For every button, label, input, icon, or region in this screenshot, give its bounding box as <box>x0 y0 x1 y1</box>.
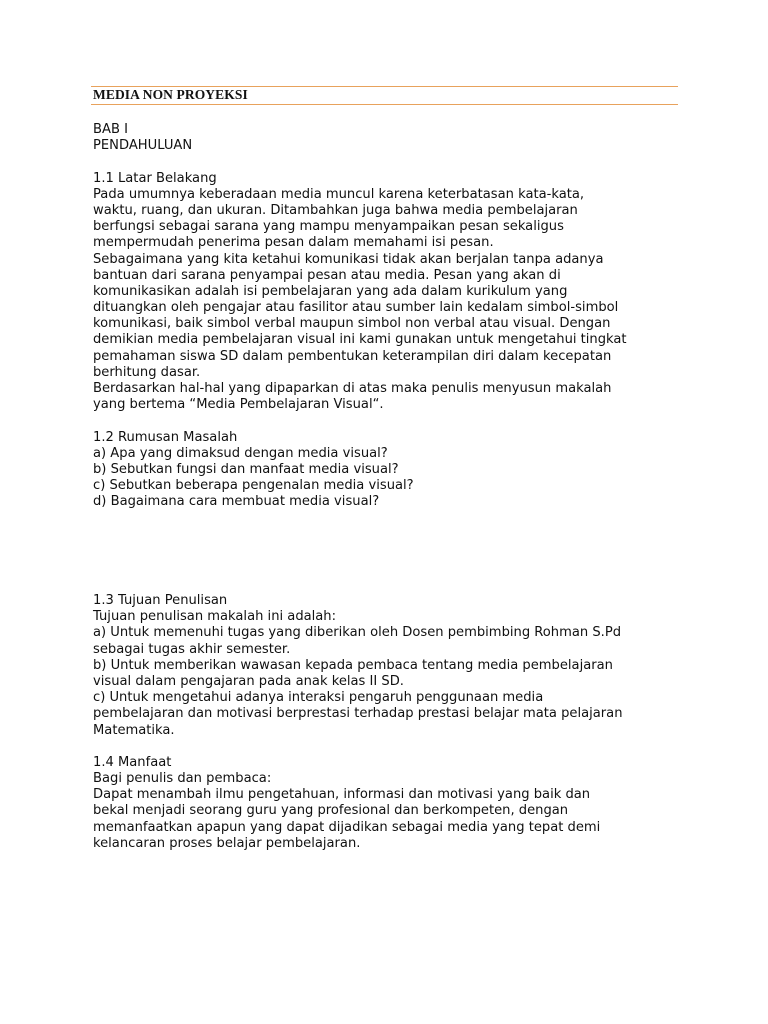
paragraph-line: memanfaatkan apapun yang dapat dijadikan sebagai media yang tepat demi <box>93 819 601 835</box>
paragraph-line: Tujuan penulisan makalah ini adalah: <box>93 609 337 625</box>
text-block-lower <box>93 593 693 852</box>
list-item: a) Untuk memenuhi tugas yang diberikan oleh Dosen pembimbing Rohman S.Pd <box>93 625 622 641</box>
paragraph-line: bantuan dari sarana penyampai pesan atau media. Pesan yang akan di <box>93 267 561 283</box>
section-latar-belakang <box>93 171 693 414</box>
paragraph-line: demikian media pembelajaran visual ini kami gunakan untuk mengetahui tingkat <box>93 332 627 348</box>
spacer <box>93 413 693 429</box>
spacer <box>93 154 693 170</box>
paragraph-line: Dapat menambah ilmu pengetahuan, informasi dan motivasi yang baik dan <box>93 787 591 803</box>
section-tujuan-penulisan <box>93 593 693 739</box>
paragraph-line: berfungsi sebagai sarana yang mampu menyampaikan pesan sekaligus <box>93 219 564 235</box>
paragraph-line: berhitung dasar. <box>93 364 201 380</box>
list-item: d) Bagaimana cara membuat media visual? <box>93 494 380 510</box>
paragraph-line: komunikasi, baik simbol verbal maupun simbol non verbal atau visual. Dengan <box>93 316 611 332</box>
spacer <box>93 739 693 755</box>
list-item: Matematika. <box>93 722 175 738</box>
text-block-upper <box>93 122 693 511</box>
section-heading: 1.1 Latar Belakang <box>93 170 217 186</box>
paragraph-line: yang bertema “Media Pembelajaran Visual“. <box>93 397 384 413</box>
list-item: sebagai tugas akhir semester. <box>93 641 291 657</box>
list-item: c) Sebutkan beberapa pengenalan media visual? <box>93 478 414 494</box>
paragraph-line: pemahaman siswa SD dalam pembentukan keterampilan diri dalam kecepatan <box>93 348 612 364</box>
section-heading: 1.2 Rumusan Masalah <box>93 429 238 445</box>
list-item: b) Sebutkan fungsi dan manfaat media visual? <box>93 461 399 477</box>
document-title: MEDIA NON PROYEKSI <box>93 87 248 102</box>
list-item: visual dalam pengajaran pada anak kelas II SD. <box>93 673 404 689</box>
paragraph-line: kelancaran proses belajar pembelajaran. <box>93 835 361 851</box>
paragraph-line: waktu, ruang, dan ukuran. Ditambahkan juga bahwa media pembelajaran <box>93 202 578 218</box>
paragraph-line: komunikasikan adalah isi pembelajaran yang ada dalam kurikulum yang <box>93 283 568 299</box>
paragraph-line: mempermudah penerima pesan dalam memahami isi pesan. <box>93 235 494 251</box>
chapter-label: BAB I <box>93 122 128 137</box>
section-heading: 1.4 Manfaat <box>93 754 172 770</box>
chapter-title: PENDAHULUAN <box>93 138 193 154</box>
section-rumusan-masalah <box>93 430 693 511</box>
list-item: c) Untuk mengetahui adanya interaksi pengaruh penggunaan media <box>93 690 544 706</box>
paragraph-line: dituangkan oleh pengajar atau fasilitor atau sumber lain kedalam simbol-simbol <box>93 300 619 316</box>
list-item: a) Apa yang dimaksud dengan media visual? <box>93 445 388 461</box>
paragraph-line: Pada umumnya keberadaan media muncul karena keterbatasan kata-kata, <box>93 186 585 202</box>
list-item: pembelajaran dan motivasi berprestasi terhadap prestasi belajar mata pelajaran <box>93 706 623 722</box>
section-heading: 1.3 Tujuan Penulisan <box>93 593 228 608</box>
title-bar <box>91 86 678 105</box>
paragraph-line: Berdasarkan hal-hal yang dipaparkan di atas maka penulis menyusun makalah <box>93 381 612 396</box>
paragraph-line: Sebagaimana yang kita ketahui komunikasi tidak akan berjalan tanpa adanya <box>93 251 604 267</box>
paragraph-line: Bagi penulis dan pembaca: <box>93 771 272 787</box>
section-manfaat <box>93 755 693 852</box>
list-item: b) Untuk memberikan wawasan kepada pembaca tentang media pembelajaran <box>93 657 613 673</box>
paragraph-line: bekal menjadi seorang guru yang profesional dan berkompeten, dengan <box>93 803 569 819</box>
